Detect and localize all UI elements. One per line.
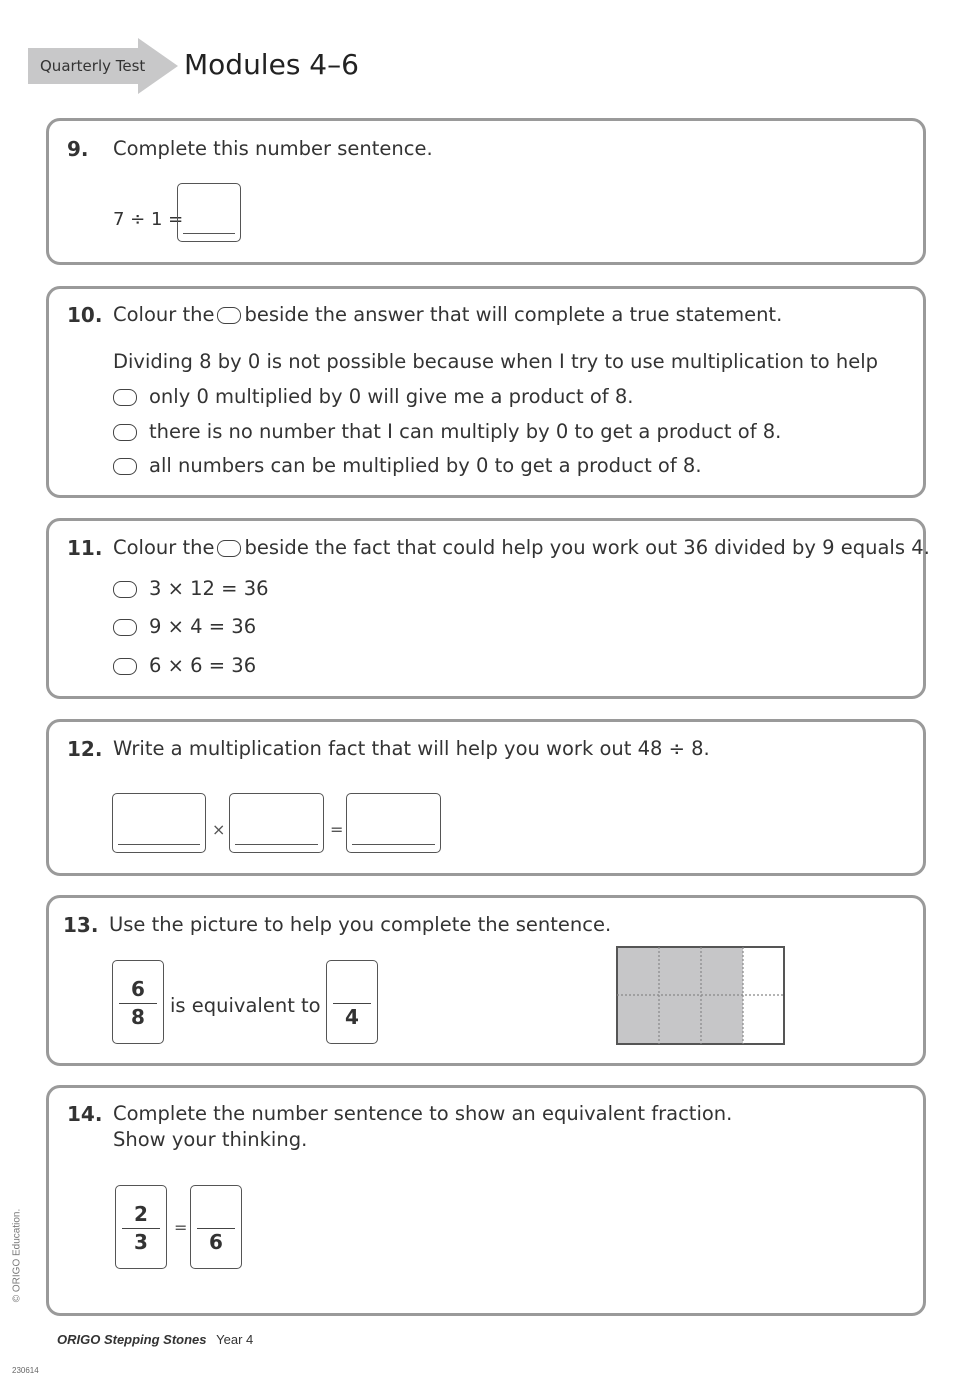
oval-icon: [217, 540, 241, 557]
question-9: [46, 118, 926, 265]
times-sign: ×: [212, 820, 226, 839]
year-level: Year 4: [216, 1332, 254, 1347]
question-number: 12.: [67, 737, 103, 761]
oval-icon[interactable]: [113, 658, 137, 675]
numerator: 2: [134, 1202, 148, 1226]
question-prompt: Complete this number sentence.: [113, 137, 433, 160]
option-label: only 0 multiplied by 0 will give me a product of 8.: [149, 385, 634, 408]
prompt-start: Colour the: [113, 303, 215, 326]
question-prompt: Use the picture to help you complete the sentence.: [109, 913, 612, 936]
option-label: there is no number that I can multiply by 0 to get a product of 8.: [149, 420, 782, 443]
fraction-two-thirds: [115, 1185, 167, 1269]
option-2[interactable]: [113, 615, 256, 638]
option-label: 3 × 12 = 36: [149, 577, 269, 600]
option-2[interactable]: [113, 420, 781, 443]
denominator: 3: [134, 1230, 148, 1254]
option-label: all numbers can be multiplied by 0 to get a product of 8.: [149, 454, 702, 477]
oval-icon[interactable]: [113, 619, 137, 636]
option-1[interactable]: [113, 385, 633, 408]
denominator: 4: [345, 1005, 359, 1029]
oval-icon: [217, 307, 241, 324]
oval-icon[interactable]: [113, 458, 137, 475]
denominator: 6: [209, 1230, 223, 1254]
prompt-end: beside the answer that will complete a true statement.: [244, 303, 783, 326]
header-label: Quarterly Test: [40, 57, 146, 75]
brand: ORIGO Stepping Stones: [57, 1332, 207, 1347]
prompt-end: beside the fact that could help you work out 36 divided by 9 equals 4.: [244, 536, 930, 559]
question-prompt-2: Show your thinking.: [113, 1128, 308, 1151]
denominator: 8: [131, 1005, 145, 1029]
question-number: 10.: [67, 303, 103, 327]
question-prompt: Write a multiplication fact that will help you work out 48 ÷ 8.: [113, 737, 710, 760]
oval-icon[interactable]: [113, 424, 137, 441]
question-10: [46, 286, 926, 498]
prompt-start: Colour the: [113, 536, 215, 559]
question-number: 11.: [67, 536, 103, 560]
factor-2-box[interactable]: [229, 793, 324, 853]
product-box[interactable]: [346, 793, 441, 853]
fraction-answer[interactable]: [326, 960, 378, 1044]
expression: 7 ÷ 1 =: [113, 209, 184, 230]
factor-1-box[interactable]: [112, 793, 206, 853]
fraction-six-eighths: [112, 960, 164, 1044]
equals-sign: =: [330, 820, 344, 839]
answer-box[interactable]: [177, 183, 241, 242]
numerator: 6: [131, 977, 145, 1001]
option-1[interactable]: [113, 577, 269, 600]
question-number: 14.: [67, 1102, 103, 1126]
oval-icon[interactable]: [113, 389, 137, 406]
fraction-picture: [616, 946, 786, 1046]
question-13: [46, 895, 926, 1066]
question-prompt: Complete the number sentence to show an equivalent fraction.: [113, 1102, 733, 1125]
question-number: 9.: [67, 137, 89, 161]
question-number: 13.: [63, 913, 99, 937]
sentence-middle: is equivalent to: [170, 994, 321, 1017]
question-12: [46, 719, 926, 876]
option-label: 6 × 6 = 36: [149, 654, 257, 677]
fraction-answer[interactable]: [190, 1185, 242, 1269]
equals-sign: =: [174, 1218, 188, 1237]
copyright: © ORIGO Education.: [11, 1208, 23, 1303]
option-3[interactable]: [113, 654, 256, 677]
option-label: 9 × 4 = 36: [149, 615, 257, 638]
page-title: Modules 4–6: [184, 48, 359, 81]
page-code: 230614: [12, 1366, 39, 1375]
oval-icon[interactable]: [113, 581, 137, 598]
option-3[interactable]: [113, 454, 702, 477]
question-stem: Dividing 8 by 0 is not possible because when I try to use multiplication to help: [113, 350, 879, 373]
question-14: [46, 1085, 926, 1316]
question-11: [46, 518, 930, 699]
shaded-region: [617, 947, 743, 1044]
